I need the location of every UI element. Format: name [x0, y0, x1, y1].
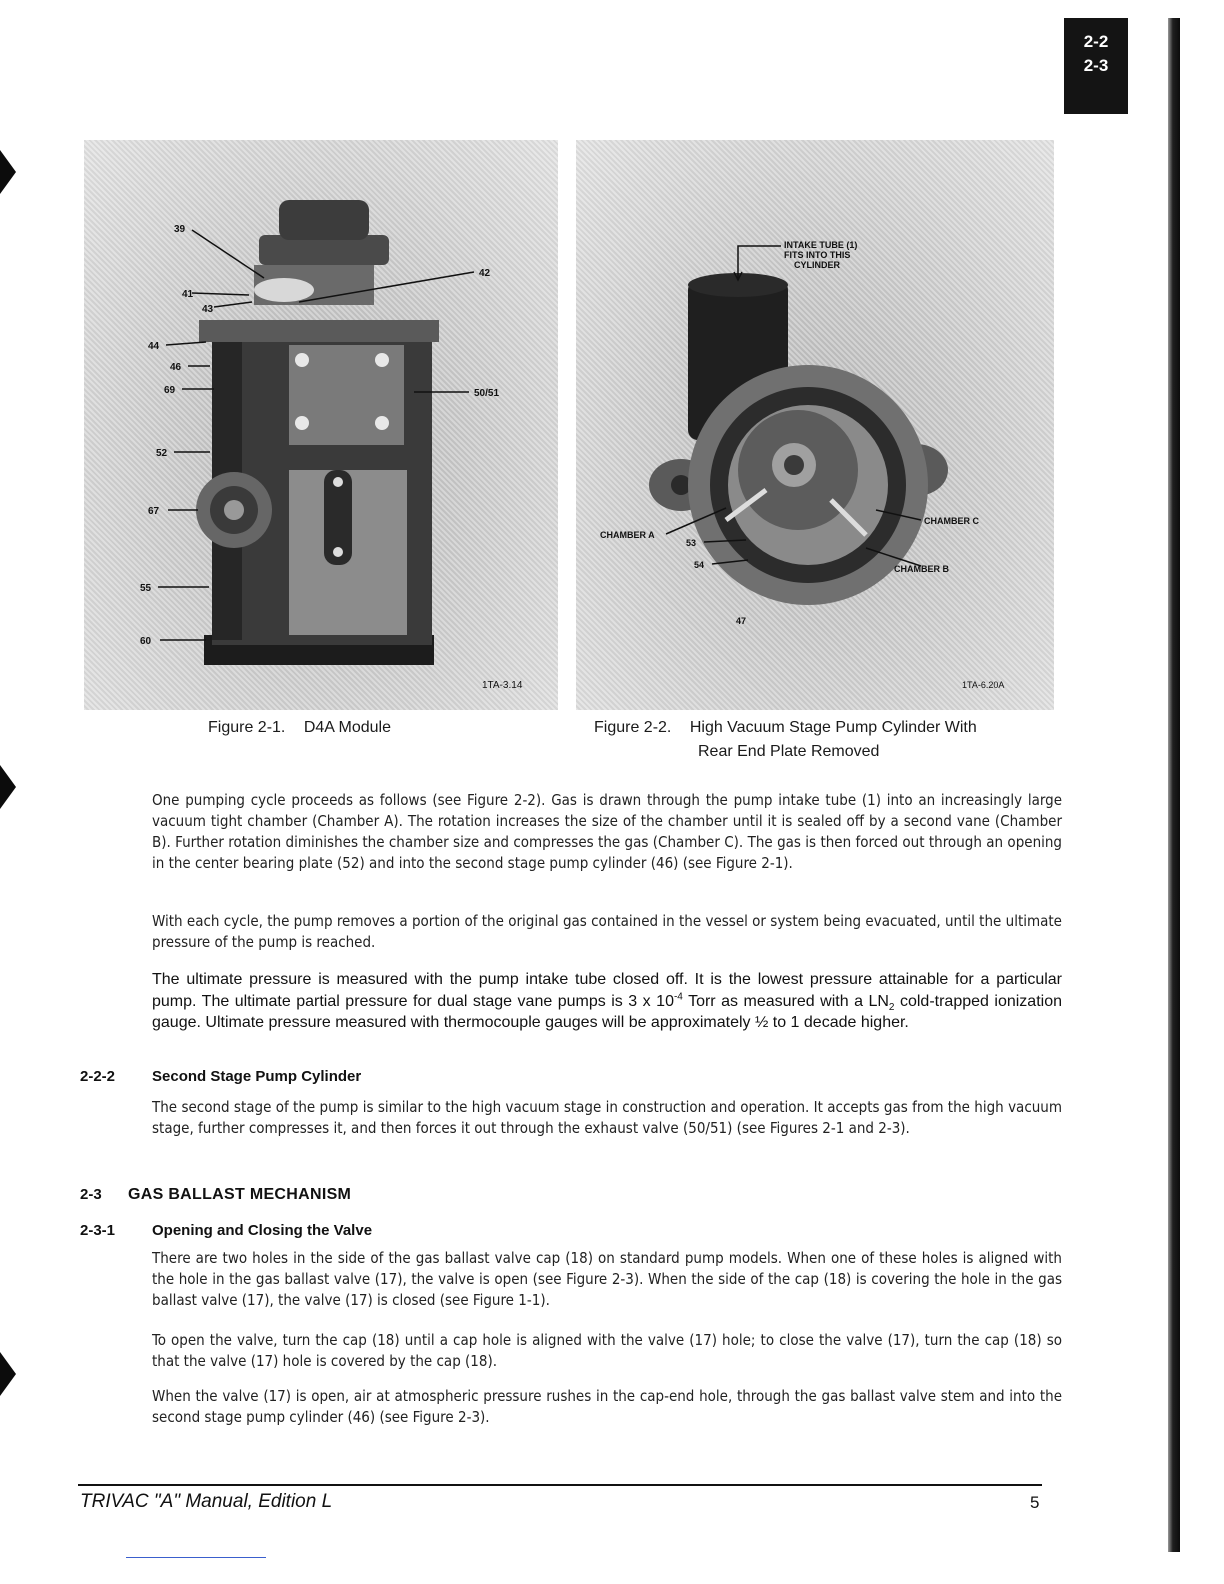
- callout-55: 55: [140, 583, 152, 594]
- callout-intake-line-2: FITS INTO THIS: [784, 250, 851, 260]
- callout-41: 41: [182, 289, 194, 300]
- callout-67: 67: [148, 506, 160, 517]
- paragraph-holes-in-cap: There are two holes in the side of the gas ballast valve cap (18) on standard pump models. When one of these holes is aligned with the hole in the gas ballast valve (17), the valve is open (see Figure 2-3). When the side of the cap (18) is covering the hole in the gas ballast valve (17), the valve (17) is closed (see Figure 1-1).: [152, 1249, 1062, 1309]
- section-2-3-number: 2-3: [80, 1186, 102, 1203]
- figure-2-2-number: Figure 2-2.: [594, 719, 672, 736]
- section-2-3-1-number: 2-3-1: [80, 1222, 116, 1239]
- callout-intake-line-3: CYLINDER: [794, 260, 841, 270]
- callout-46: 46: [170, 362, 182, 373]
- section-2-3-1-title: Opening and Closing the Valve: [152, 1222, 373, 1239]
- section-2-2-2-title: Second Stage Pump Cylinder: [152, 1068, 362, 1085]
- ultimate-pressure-text-b: Torr as measured with a LN: [682, 992, 889, 1010]
- figure-2-1-title: D4A Module: [303, 719, 391, 736]
- callout-53: 53: [686, 538, 697, 548]
- tab-line-1: 2-2: [1083, 32, 1109, 51]
- figure-2-1-caption: [208, 716, 391, 740]
- binder-mark-top: [0, 150, 16, 194]
- callout-chamber-b: CHAMBER B: [894, 564, 949, 574]
- figure-2-1-number: Figure 2-1.: [208, 719, 286, 736]
- section-2-3-title: GAS BALLAST MECHANISM: [128, 1186, 352, 1203]
- ultimate-pressure-subscript: 2: [888, 1001, 895, 1013]
- callout-60: 60: [140, 636, 152, 647]
- ultimate-pressure-exponent: -4: [673, 991, 683, 1003]
- paragraph-open-valve: To open the valve, turn the cap (18) until a cap hole is aligned with the valve (17) hole; to close the valve (17), turn the cap (18) so that the valve (17) hole is covered by the cap (18).: [152, 1331, 1062, 1370]
- binder-mark-bottom: [0, 1352, 16, 1396]
- callout-intake-line-1: INTAKE TUBE (1): [784, 240, 858, 250]
- paragraph-valve-open-air: When the valve (17) is open, air at atmospheric pressure rushes in the cap-end hole, through the gas ballast valve stem and into the second stage pump cylinder (46) (see Figure 2-3).: [152, 1387, 1062, 1426]
- callout-52: 52: [156, 448, 168, 459]
- figure-2-2-title-line-1: High Vacuum Stage Pump Cylinder With: [689, 719, 977, 736]
- callout-54: 54: [694, 560, 705, 570]
- footer-manual-title: TRIVAC "A" Manual, Edition L: [80, 1491, 333, 1512]
- binder-mark-middle: [0, 765, 16, 809]
- ultimate-pressure-text-a: The ultimate pressure is measured with the pump intake tube closed off. It is the lowest pressure attainable for a particular pump. The ultimate partial pressure for dual stage vane pumps is 3 x 10: [152, 971, 1062, 1010]
- callout-43: 43: [202, 304, 214, 315]
- paragraph-ultimate-pressure: [152, 969, 1062, 1034]
- figure-2-2-caption: [594, 716, 977, 740]
- section-2-2-2-number: 2-2-2: [80, 1068, 116, 1085]
- callout-42: 42: [479, 268, 491, 279]
- callout-chamber-c: CHAMBER C: [924, 516, 979, 526]
- callout-50-51: 50/51: [474, 388, 500, 399]
- figure-2-2-title-line-2: Rear End Plate Removed: [698, 743, 880, 760]
- callout-39: 39: [174, 224, 186, 235]
- figure-2-1-photo: [84, 140, 558, 710]
- bottom-underline: [126, 1557, 266, 1558]
- callout-44: 44: [148, 341, 160, 352]
- callout-chamber-a: CHAMBER A: [600, 530, 655, 540]
- page-edge-bar: [1168, 18, 1180, 1552]
- d4a-module-illustration: [84, 140, 558, 710]
- paragraph-second-stage: The second stage of the pump is similar to the high vacuum stage in construction and operation. It accepts gas from the high vacuum stage, further compresses it, and then forces it out through the exhaust valve (50/51) (see Figures 2-1 and 2-3).: [152, 1098, 1062, 1137]
- page-number: 5: [1030, 1493, 1040, 1512]
- ultimate-pressure-text-c: cold-trapped ionization gauge. Ultimate pressure measured with thermocouple gauges will be approximately ½ to 1 decade higher.: [152, 992, 1063, 1031]
- callout-47: 47: [736, 616, 747, 626]
- figure-2-2-photo: [576, 140, 1054, 710]
- footer-rule: [78, 1484, 1042, 1486]
- paragraph-pumping-cycle: One pumping cycle proceeds as follows (see Figure 2-2). Gas is drawn through the pump intake tube (1) into an increasingly large vacuum tight chamber (Chamber A). The rotation increases the size of the chamber until it is sealed off by a second vane (Chamber B). Further rotation diminishes the chamber size and compresses the gas (Chamber C). The gas is then forced out through an opening in the center bearing plate (52) and into the second stage pump cylinder (46) (see Figure 2-1).: [152, 791, 1062, 872]
- tab-line-2: 2-3: [1083, 56, 1109, 75]
- paragraph-each-cycle: With each cycle, the pump removes a portion of the original gas contained in the vessel or system being evacuated, until the ultimate pressure of the pump is reached.: [152, 912, 1062, 951]
- figure-1-id-label: 1TA-3.14: [482, 680, 523, 691]
- pump-cylinder-illustration: [576, 140, 1054, 710]
- callout-69: 69: [164, 385, 176, 396]
- figure-2-id-label: 1TA-6.20A: [962, 680, 1005, 690]
- section-tab: [1064, 18, 1128, 114]
